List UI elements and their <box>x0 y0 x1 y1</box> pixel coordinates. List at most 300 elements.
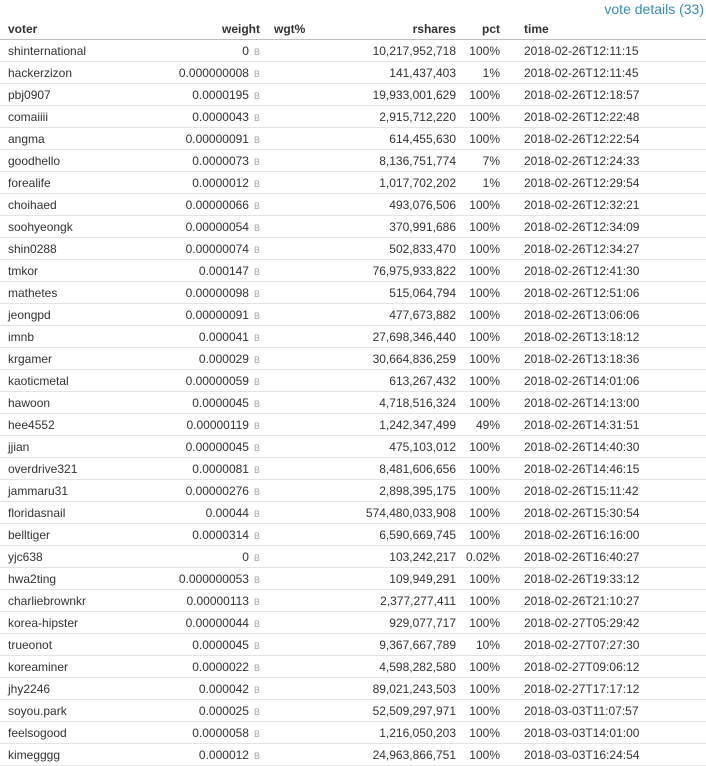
voter-cell <box>0 260 152 282</box>
voter-cell <box>0 348 152 370</box>
wgt-pct-cell <box>262 282 322 304</box>
wgt-pct-cell <box>262 106 322 128</box>
rshares-cell: 929,077,717 <box>322 612 458 634</box>
unit-symbol: B <box>253 156 260 167</box>
pct-cell: 100% <box>458 590 516 612</box>
weight-value: 0.00000091 <box>185 131 249 146</box>
time-cell: 2018-02-27T09:06:12 <box>516 656 706 678</box>
unit-symbol: B <box>253 332 260 343</box>
column-header-pct[interactable]: pct <box>458 19 516 40</box>
rshares-cell: 141,437,403 <box>322 62 458 84</box>
vote-row <box>0 194 706 216</box>
weight-value: 0.000012 <box>198 747 249 762</box>
pct-cell: 100% <box>458 370 516 392</box>
voter-cell <box>0 392 152 414</box>
unit-symbol: B <box>253 244 260 255</box>
weight-value: 0.000041 <box>198 329 249 344</box>
voter-link[interactable]: jeongpd <box>8 307 51 322</box>
column-header-rshares[interactable]: rshares <box>322 19 458 40</box>
wgt-pct-cell <box>262 634 322 656</box>
unit-symbol: B <box>253 574 260 585</box>
voter-cell <box>0 172 152 194</box>
weight-cell <box>152 326 262 348</box>
voter-cell <box>0 634 152 656</box>
voter-cell <box>0 84 152 106</box>
unit-symbol: B <box>253 420 260 431</box>
vote-row <box>0 150 706 172</box>
weight-value: 0.00000091 <box>185 307 249 322</box>
unit-symbol: B <box>253 618 260 629</box>
pct-cell: 100% <box>458 458 516 480</box>
column-header-wgt-pct[interactable]: wgt% <box>262 19 322 40</box>
weight-cell <box>152 194 262 216</box>
weight-value: 0 <box>242 549 249 564</box>
pct-cell: 100% <box>458 128 516 150</box>
time-cell: 2018-02-26T15:30:54 <box>516 502 706 524</box>
rshares-cell: 4,598,282,580 <box>322 656 458 678</box>
time-cell: 2018-02-27T17:17:12 <box>516 678 706 700</box>
voter-link[interactable]: belltiger <box>8 527 51 542</box>
unit-symbol: B <box>253 134 260 145</box>
vote-row <box>0 700 706 722</box>
voter-link[interactable]: kaoticmetal <box>8 373 69 388</box>
time-cell: 2018-02-26T19:33:12 <box>516 568 706 590</box>
weight-cell <box>152 216 262 238</box>
weight-value: 0.00000059 <box>185 373 249 388</box>
voter-link[interactable]: choihaed <box>8 197 57 212</box>
weight-cell <box>152 62 262 84</box>
time-cell: 2018-02-26T14:40:30 <box>516 436 706 458</box>
vote-row <box>0 238 706 260</box>
voter-link[interactable]: jhy2246 <box>8 681 51 696</box>
pct-cell: 100% <box>458 216 516 238</box>
wgt-pct-cell <box>262 502 322 524</box>
wgt-pct-cell <box>262 238 322 260</box>
vote-row <box>0 436 706 458</box>
wgt-pct-cell <box>262 568 322 590</box>
pct-cell: 7% <box>458 150 516 172</box>
voter-link[interactable]: shin0288 <box>8 241 57 256</box>
column-header-voter[interactable]: voter <box>0 19 152 40</box>
voter-cell <box>0 238 152 260</box>
wgt-pct-cell <box>262 678 322 700</box>
voter-cell <box>0 326 152 348</box>
voter-link[interactable]: soohyeongk <box>8 219 73 234</box>
time-cell: 2018-02-26T21:10:27 <box>516 590 706 612</box>
column-header-time[interactable]: time <box>516 19 706 40</box>
vote-row <box>0 392 706 414</box>
unit-symbol: B <box>253 46 260 57</box>
weight-value: 0.00000066 <box>185 197 249 212</box>
voter-cell <box>0 568 152 590</box>
time-cell: 2018-03-03T16:24:54 <box>516 744 706 766</box>
weight-value: 0.00000045 <box>185 439 249 454</box>
vote-row <box>0 282 706 304</box>
pct-cell: 100% <box>458 656 516 678</box>
voter-link[interactable]: yjc638 <box>8 549 43 564</box>
votes-table-body <box>0 40 706 766</box>
rshares-cell: 613,267,432 <box>322 370 458 392</box>
vote-details-header <box>0 0 706 19</box>
vote-row <box>0 40 706 62</box>
wgt-pct-cell <box>262 436 322 458</box>
voter-cell <box>0 414 152 436</box>
unit-symbol: B <box>253 200 260 211</box>
time-cell: 2018-02-26T14:01:06 <box>516 370 706 392</box>
weight-cell <box>152 744 262 766</box>
unit-symbol: B <box>253 266 260 277</box>
rshares-cell: 370,991,686 <box>322 216 458 238</box>
voter-link[interactable]: jjian <box>8 439 30 454</box>
voter-cell <box>0 722 152 744</box>
time-cell: 2018-03-03T11:07:57 <box>516 700 706 722</box>
rshares-cell: 502,833,470 <box>322 238 458 260</box>
time-cell: 2018-02-26T12:32:21 <box>516 194 706 216</box>
weight-cell <box>152 590 262 612</box>
unit-symbol: B <box>253 706 260 717</box>
pct-cell: 100% <box>458 744 516 766</box>
rshares-cell: 8,481,606,656 <box>322 458 458 480</box>
weight-cell <box>152 568 262 590</box>
voter-cell <box>0 106 152 128</box>
vote-row <box>0 546 706 568</box>
wgt-pct-cell <box>262 304 322 326</box>
weight-cell <box>152 128 262 150</box>
rshares-cell: 2,915,712,220 <box>322 106 458 128</box>
voter-link[interactable]: trueonot <box>8 637 53 652</box>
weight-value: 0.00000276 <box>185 483 249 498</box>
weight-value: 0.00000054 <box>185 219 249 234</box>
weight-cell <box>152 370 262 392</box>
time-cell: 2018-02-26T12:11:45 <box>516 62 706 84</box>
pct-cell: 100% <box>458 304 516 326</box>
voter-cell <box>0 546 152 568</box>
vote-row <box>0 172 706 194</box>
wgt-pct-cell <box>262 194 322 216</box>
vote-row <box>0 216 706 238</box>
wgt-pct-cell <box>262 62 322 84</box>
unit-symbol: B <box>253 222 260 233</box>
weight-value: 0.00000098 <box>185 285 249 300</box>
voter-cell <box>0 62 152 84</box>
time-cell: 2018-02-26T16:16:00 <box>516 524 706 546</box>
rshares-cell: 2,377,277,411 <box>322 590 458 612</box>
voter-cell <box>0 502 152 524</box>
voter-link[interactable]: kimegggg <box>8 747 61 762</box>
weight-cell <box>152 392 262 414</box>
unit-symbol: B <box>253 684 260 695</box>
weight-cell <box>152 546 262 568</box>
unit-symbol: B <box>253 112 260 123</box>
vote-row <box>0 722 706 744</box>
wgt-pct-cell <box>262 348 322 370</box>
unit-symbol: B <box>253 640 260 651</box>
unit-symbol: B <box>253 354 260 365</box>
weight-value: 0.000147 <box>198 263 249 278</box>
voter-link[interactable]: charliebrownkr <box>8 593 87 608</box>
time-cell: 2018-02-26T16:40:27 <box>516 546 706 568</box>
voter-link[interactable]: overdrive321 <box>8 461 78 476</box>
weight-cell <box>152 524 262 546</box>
unit-symbol: B <box>253 530 260 541</box>
unit-symbol: B <box>253 464 260 475</box>
weight-value: 0.0000081 <box>192 461 249 476</box>
voter-link[interactable]: hackerzizon <box>8 65 73 80</box>
vote-row <box>0 62 706 84</box>
time-cell: 2018-02-26T12:11:15 <box>516 40 706 62</box>
weight-value: 0.000025 <box>198 703 249 718</box>
weight-value: 0.00044 <box>205 505 249 520</box>
pct-cell: 0.02% <box>458 546 516 568</box>
pct-cell: 10% <box>458 634 516 656</box>
rshares-cell: 1,216,050,203 <box>322 722 458 744</box>
weight-cell <box>152 260 262 282</box>
pct-cell: 100% <box>458 524 516 546</box>
rshares-cell: 76,975,933,822 <box>322 260 458 282</box>
rshares-cell: 109,949,291 <box>322 568 458 590</box>
weight-value: 0.00000074 <box>185 241 249 256</box>
voter-link[interactable]: korea-hipster <box>8 615 79 630</box>
wgt-pct-cell <box>262 590 322 612</box>
time-cell: 2018-02-26T12:34:09 <box>516 216 706 238</box>
vote-row <box>0 304 706 326</box>
time-cell: 2018-03-03T14:01:00 <box>516 722 706 744</box>
pct-cell: 100% <box>458 678 516 700</box>
voter-link[interactable]: jammaru31 <box>8 483 69 498</box>
rshares-cell: 4,718,516,324 <box>322 392 458 414</box>
unit-symbol: B <box>253 288 260 299</box>
wgt-pct-cell <box>262 458 322 480</box>
pct-cell: 100% <box>458 700 516 722</box>
voter-link[interactable]: krgamer <box>8 351 53 366</box>
vote-row <box>0 370 706 392</box>
wgt-pct-cell <box>262 546 322 568</box>
pct-cell: 1% <box>458 172 516 194</box>
vote-row <box>0 480 706 502</box>
pct-cell: 100% <box>458 436 516 458</box>
weight-value: 0.0000045 <box>192 395 249 410</box>
weight-value: 0.0000022 <box>192 659 249 674</box>
weight-cell <box>152 634 262 656</box>
wgt-pct-cell <box>262 216 322 238</box>
voter-link[interactable]: hee4552 <box>8 417 55 432</box>
time-cell: 2018-02-26T13:06:06 <box>516 304 706 326</box>
vote-row <box>0 326 706 348</box>
voter-link[interactable]: mathetes <box>8 285 58 300</box>
weight-cell <box>152 106 262 128</box>
wgt-pct-cell <box>262 480 322 502</box>
weight-cell <box>152 84 262 106</box>
vote-row <box>0 612 706 634</box>
pct-cell: 100% <box>458 238 516 260</box>
weight-value: 0.0000058 <box>192 725 249 740</box>
pct-cell: 100% <box>458 106 516 128</box>
unit-symbol: B <box>253 662 260 673</box>
vote-details-link[interactable]: vote details (33) <box>604 1 704 17</box>
vote-row <box>0 524 706 546</box>
weight-value: 0.00000113 <box>186 593 249 608</box>
wgt-pct-cell <box>262 40 322 62</box>
vote-row <box>0 106 706 128</box>
voter-link[interactable]: feelsogood <box>8 725 67 740</box>
rshares-cell: 10,217,952,718 <box>322 40 458 62</box>
time-cell: 2018-02-26T12:51:06 <box>516 282 706 304</box>
voter-link[interactable]: comaiiii <box>8 109 49 124</box>
voter-link[interactable]: pbj0907 <box>8 87 51 102</box>
wgt-pct-cell <box>262 656 322 678</box>
wgt-pct-cell <box>262 370 322 392</box>
pct-cell: 100% <box>458 282 516 304</box>
voter-cell <box>0 282 152 304</box>
rshares-cell: 6,590,669,745 <box>322 524 458 546</box>
vote-row <box>0 656 706 678</box>
voter-cell <box>0 216 152 238</box>
voter-link[interactable]: shinternational <box>8 43 87 58</box>
vote-row <box>0 590 706 612</box>
weight-value: 0.0000045 <box>192 637 249 652</box>
voter-cell <box>0 370 152 392</box>
rshares-cell: 8,136,751,774 <box>322 150 458 172</box>
voter-cell <box>0 678 152 700</box>
voter-link[interactable]: goodhello <box>8 153 61 168</box>
rshares-cell: 9,367,667,789 <box>322 634 458 656</box>
time-cell: 2018-02-27T05:29:42 <box>516 612 706 634</box>
time-cell: 2018-02-26T12:34:27 <box>516 238 706 260</box>
voter-cell <box>0 480 152 502</box>
wgt-pct-cell <box>262 722 322 744</box>
unit-symbol: B <box>253 310 260 321</box>
voter-link[interactable]: tmkor <box>8 263 38 278</box>
voter-cell <box>0 150 152 172</box>
rshares-cell: 52,509,297,971 <box>322 700 458 722</box>
vote-row <box>0 458 706 480</box>
voter-cell <box>0 458 152 480</box>
votes-table-header <box>0 19 706 40</box>
weight-value: 0.0000012 <box>192 175 249 190</box>
rshares-cell: 2,898,395,175 <box>322 480 458 502</box>
weight-cell <box>152 480 262 502</box>
wgt-pct-cell <box>262 524 322 546</box>
weight-cell <box>152 656 262 678</box>
wgt-pct-cell <box>262 700 322 722</box>
unit-symbol: B <box>253 376 260 387</box>
unit-symbol: B <box>253 178 260 189</box>
rshares-cell: 103,242,217 <box>322 546 458 568</box>
voter-cell <box>0 590 152 612</box>
voter-link[interactable]: angma <box>8 131 45 146</box>
pct-cell: 100% <box>458 84 516 106</box>
vote-row <box>0 84 706 106</box>
wgt-pct-cell <box>262 326 322 348</box>
vote-row <box>0 414 706 436</box>
rshares-cell: 27,698,346,440 <box>322 326 458 348</box>
voter-cell <box>0 128 152 150</box>
voter-link[interactable]: koreaminer <box>8 659 69 674</box>
pct-cell: 100% <box>458 480 516 502</box>
weight-cell <box>152 238 262 260</box>
unit-symbol: B <box>253 552 260 563</box>
voter-link[interactable]: forealife <box>8 175 51 190</box>
weight-cell <box>152 722 262 744</box>
unit-symbol: B <box>253 486 260 497</box>
wgt-pct-cell <box>262 612 322 634</box>
unit-symbol: B <box>253 508 260 519</box>
time-cell: 2018-02-26T15:11:42 <box>516 480 706 502</box>
rshares-cell: 477,673,882 <box>322 304 458 326</box>
voter-link[interactable]: hawoon <box>8 395 51 410</box>
vote-row <box>0 128 706 150</box>
time-cell: 2018-02-26T13:18:12 <box>516 326 706 348</box>
voter-link[interactable]: soyou.park <box>8 703 67 718</box>
pct-cell: 100% <box>458 722 516 744</box>
unit-symbol: B <box>253 90 260 101</box>
time-cell: 2018-02-26T12:41:30 <box>516 260 706 282</box>
rshares-cell: 24,963,866,751 <box>322 744 458 766</box>
weight-cell <box>152 172 262 194</box>
pct-cell: 100% <box>458 326 516 348</box>
voter-cell <box>0 436 152 458</box>
weight-cell <box>152 150 262 172</box>
voter-link[interactable]: imnb <box>8 329 35 344</box>
weight-cell <box>152 348 262 370</box>
weight-value: 0 <box>242 43 249 58</box>
weight-cell <box>152 282 262 304</box>
weight-value: 0.0000195 <box>192 87 249 102</box>
rshares-cell: 515,064,794 <box>322 282 458 304</box>
vote-row <box>0 568 706 590</box>
pct-cell: 100% <box>458 40 516 62</box>
column-header-weight[interactable]: weight <box>152 19 262 40</box>
vote-row <box>0 634 706 656</box>
voter-cell <box>0 304 152 326</box>
weight-value: 0.00000044 <box>185 615 249 630</box>
pct-cell: 100% <box>458 260 516 282</box>
unit-symbol: B <box>253 596 260 607</box>
rshares-cell: 30,664,836,259 <box>322 348 458 370</box>
wgt-pct-cell <box>262 84 322 106</box>
voter-link[interactable]: hwa2ting <box>8 571 57 586</box>
pct-cell: 100% <box>458 194 516 216</box>
header-row <box>0 19 706 40</box>
unit-symbol: B <box>253 750 260 761</box>
weight-value: 0.000029 <box>198 351 249 366</box>
unit-symbol: B <box>253 728 260 739</box>
weight-value: 0.000000008 <box>178 65 249 80</box>
vote-row <box>0 502 706 524</box>
voter-cell <box>0 700 152 722</box>
rshares-cell: 475,103,012 <box>322 436 458 458</box>
wgt-pct-cell <box>262 150 322 172</box>
vote-row <box>0 744 706 766</box>
weight-cell <box>152 458 262 480</box>
unit-symbol: B <box>253 398 260 409</box>
wgt-pct-cell <box>262 414 322 436</box>
rshares-cell: 614,455,630 <box>322 128 458 150</box>
pct-cell: 1% <box>458 62 516 84</box>
rshares-cell: 19,933,001,629 <box>322 84 458 106</box>
weight-cell <box>152 502 262 524</box>
unit-symbol: B <box>253 442 260 453</box>
voter-cell <box>0 612 152 634</box>
pct-cell: 100% <box>458 568 516 590</box>
time-cell: 2018-02-26T13:18:36 <box>516 348 706 370</box>
voter-cell <box>0 744 152 766</box>
time-cell: 2018-02-26T14:46:15 <box>516 458 706 480</box>
voter-cell <box>0 194 152 216</box>
voter-link[interactable]: floridasnail <box>8 505 66 520</box>
time-cell: 2018-02-26T14:13:00 <box>516 392 706 414</box>
vote-row <box>0 260 706 282</box>
